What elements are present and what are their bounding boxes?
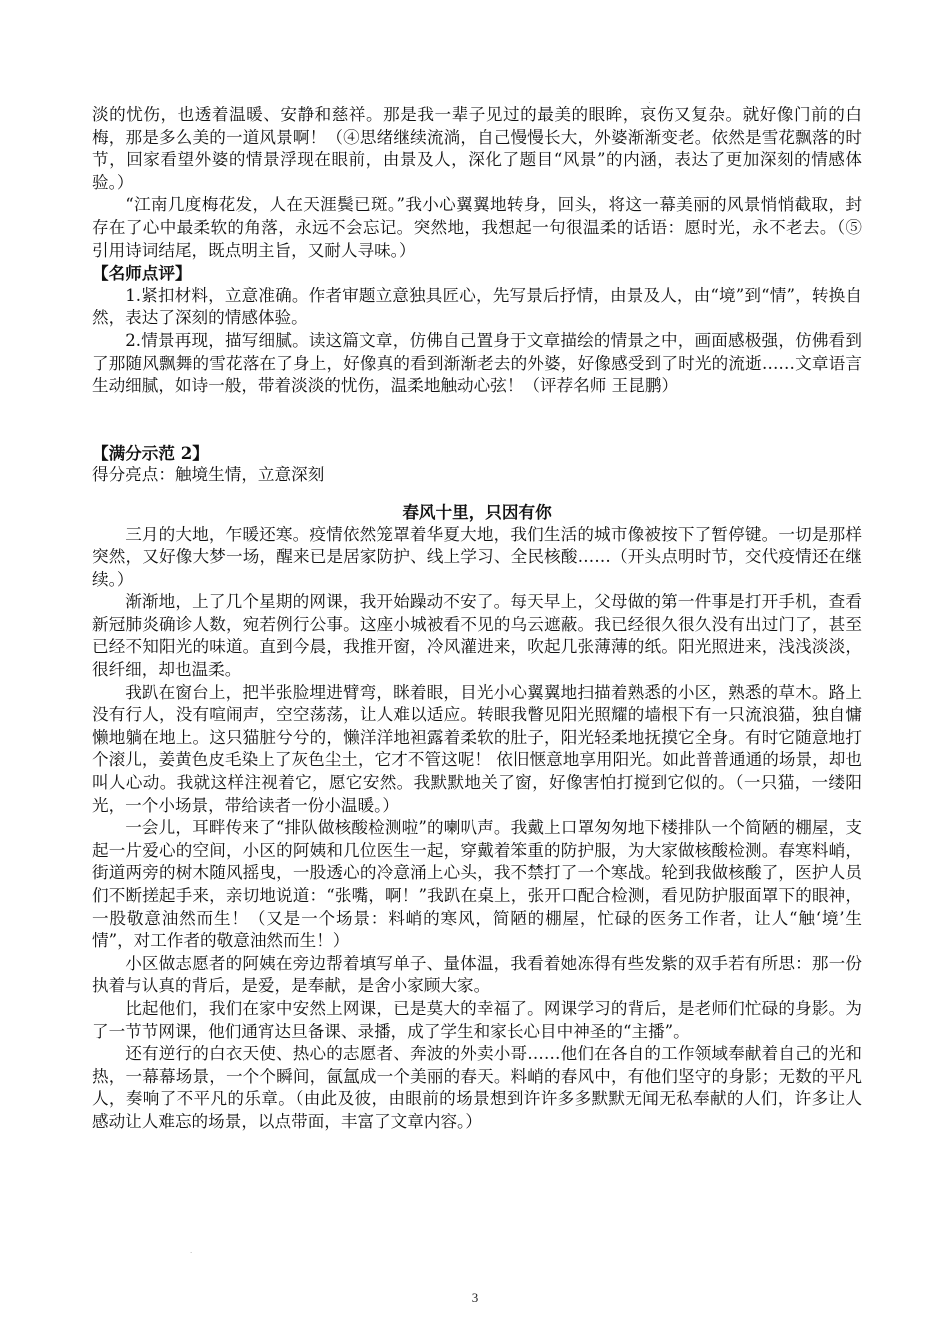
essay-title: 春风十里，只因有你 xyxy=(402,501,552,522)
essay-paragraph: 三月的大地，乍暖还寒。疫情依然笼罩着华夏大地，我们生活的城市像被按下了暂停键。一切是那样突然，又好像大梦一场，醒来已是居家防护、线上学习、全民核酸……（开头点明时节，交代疫情还在继续。） xyxy=(92,524,862,589)
review-point-2: 2.情景再现，描写细腻。读这篇文章，仿佛自己置身于文章描绘的情景之中，画面感极强，仿佛看到了那随风飘舞的雪花落在了身上，好像真的看到渐渐老去的外婆，好像感受到了时光的流逝……文章语言生动细腻，如诗一般，带着淡淡的忧伤，温柔地触动心弦！（评荐名师 王昆鹏） xyxy=(92,330,862,396)
paragraph-poem-ending: “江南几度梅花发，人在天涯鬓已斑。”我小心翼翼地转身，回头，将这一幕美丽的风景悄悄截取，封存在了心中最柔软的角落，永远不会忘记。突然地，我想起一句很温柔的话语：愿时光，永不老去。（⑤引用诗词结尾，既点明主旨，又耐人寻味。） xyxy=(92,195,862,260)
page-number: 3 xyxy=(471,1290,479,1305)
scan-mark: · xyxy=(648,98,651,107)
review-point-1: 1.紧扣材料，立意准确。作者审题立意独具匠心，先写景后抒情，由景及人，由“境”到“情”，转换自然，表达了深刻的情感体验。 xyxy=(92,285,862,328)
essay-paragraph: 比起他们，我们在家中安然上网课，已是莫大的幸福了。网课学习的背后，是老师们忙碌的身影。为了一节节网课，他们通宵达旦备课、录播，成了学生和家长心目中神圣的“主播”。 xyxy=(92,998,862,1041)
essay-paragraph: 渐渐地，上了几个星期的网课，我开始躁动不安了。每天早上，父母做的第一件事是打开手机，查看新冠肺炎确诊人数，宛若例行公事。这座小城被看不见的乌云遮蔽。我已经很久很久没有出过门了，甚至已经不知阳光的味道。直到今晨，我推开窗，冷风灌进来，吹起几张薄薄的纸。阳光照进来，浅浅淡淡，很纤细，却也温柔。 xyxy=(92,592,862,680)
essay-paragraph: 还有逆行的白衣天使、热心的志愿者、奔波的外卖小哥……他们在各自的工作领域奉献着自己的光和热，一幕幕场景，一个个瞬间，氤氲成一个美丽的春天。料峭的春风中，有他们坚守的身影；无数的平凡人，奏响了不平凡的乐章。（由此及彼，由眼前的场景想到许许多多默默无闻无私奉献的人们，许多让人感动让人难忘的场景，以点带面，丰富了文章内容。） xyxy=(92,1044,862,1131)
essay-paragraph: 我趴在窗台上，把半张脸埋进臂弯，眯着眼，目光小心翼翼地扫描着熟悉的小区，熟悉的草木。路上没有行人，没有喧闹声，空空荡荡，让人难以适应。转眼我瞥见阳光照耀的墙根下有一只流浪猫，独自慵懒地躺在地上。这只猫脏兮兮的，懒洋洋地袒露着柔软的肚子，阳光轻柔地抚摸它全身。有时它随意地打个滚儿，姜黄色皮毛染上了灰色尘土，它才不管这呢！ 依旧惬意地享用阳光。如此普普通通的场景，却也叫人心动。我就这样注视着它，愿它安然。我默默地关了窗，好像害怕打搅到它似的。（一只猫，一缕阳光，一个小场景，带给读者一份小温暖。） xyxy=(92,682,862,815)
essay-paragraph: 一会儿，耳畔传来了“排队做核酸检测啦”的喇叭声。我戴上口罩匆匆地下楼排队一个简陋的棚屋，支起一片爱心的空间，小区的阿姨和几位医生一起，穿戴着笨重的防护服，为大家做核酸检测。春寒料峭，街道两旁的树木随风摇曳，一股透心的冷意涌上心头，我不禁打了一个寒战。轮到我做核酸了，医护人员们不断搓起手来，亲切地说道：“张嘴，啊！”我趴在桌上，张开口配合检测，看见防护服面罩下的眼神，一股敬意油然而生！（又是一个场景：料峭的寒风，简陋的棚屋，忙碌的医务工作者，让人“触‘境’生情”，对工作者的敬意油然而生！） xyxy=(92,818,862,951)
section-heading-teacher-review: 【名师点评】 xyxy=(92,263,192,284)
paragraph-continuation: 淡的忧伤，也透着温暖、安静和慈祥。那是我一辈子见过的最美的眼眸，哀伤又复杂。就好像门前的白梅，那是多么美的一道风景啊！（④思绪继续流淌，自己慢慢长大，外婆渐渐变老。依然是雪花飘落的时节，回家看望外婆的情景浮现在眼前，由景及人，深化了题目“风景”的内涵，表达了更加深刻的情感体验。） xyxy=(92,105,862,192)
document-body xyxy=(92,104,862,1134)
section-heading-sample-2: 【满分示范 2】 xyxy=(92,442,209,463)
scan-mark: . xyxy=(190,1246,193,1255)
essay-paragraph: 小区做志愿者的阿姨在旁边帮着填写单子、量体温，我看着她冻得有些发紫的双手若有所思：那一份执着与认真的背后，是爱，是奉献，是舍小家顾大家。 xyxy=(92,953,862,996)
score-highlight: 得分亮点：触境生情，立意深刻 xyxy=(92,465,325,485)
